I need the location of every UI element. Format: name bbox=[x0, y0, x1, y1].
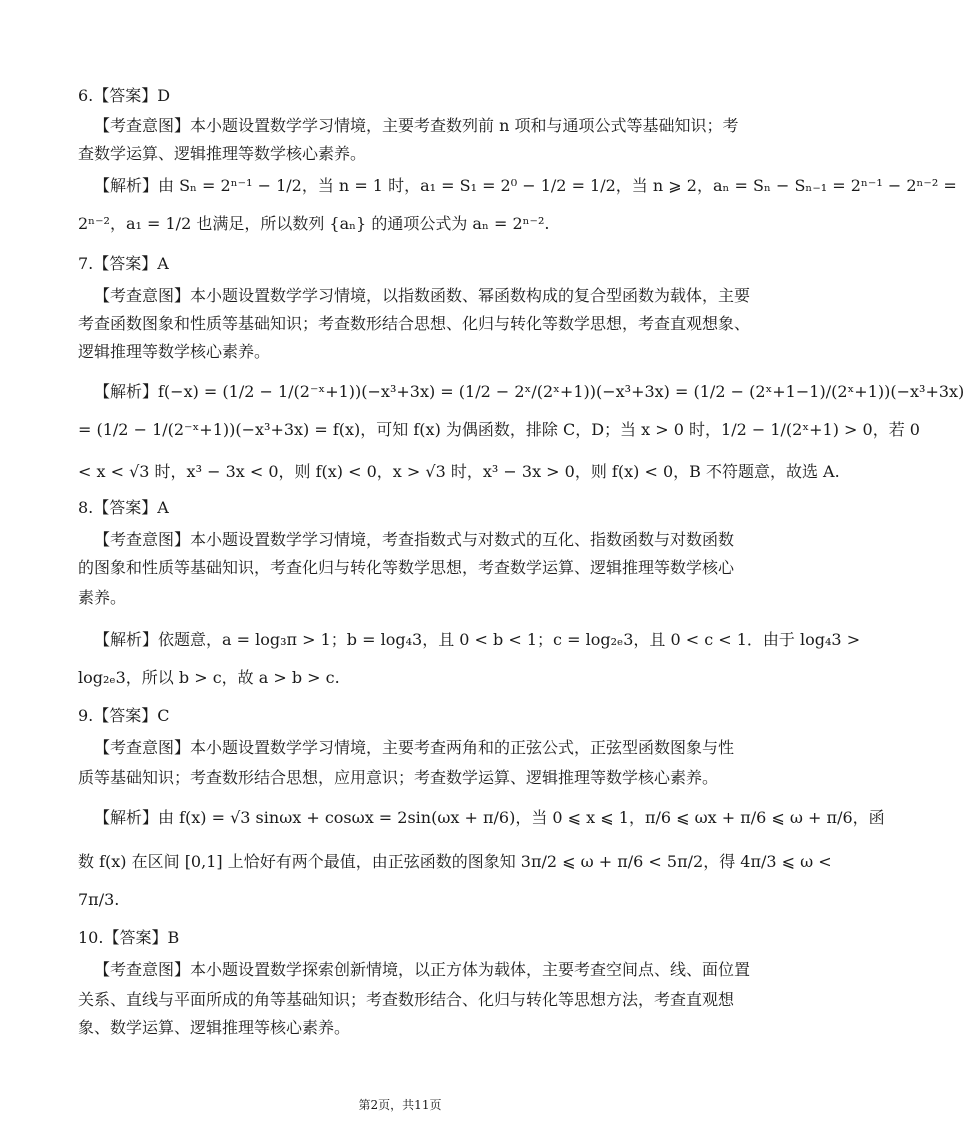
q8-solution-line1: 【解析】依题意，a = log₃π > 1；b = log₄3，且 0 < b < 1；c = log₂ₑ3，且 0 < c < 1．由于 log₄3 > bbox=[94, 630, 861, 649]
q7-intent-line2: 考查函数图象和性质等基础知识；考查数形结合思想、化归与转化等数学思想，考查直观想象、 bbox=[78, 314, 751, 333]
q8-answer: 8.【答案】A bbox=[78, 498, 169, 517]
q10-intent-line3: 象、数学运算、逻辑推理等核心素养。 bbox=[78, 1018, 351, 1037]
q9-intent-line1: 【考查意图】本小题设置数学学习情境，主要考查两角和的正弦公式，正弦型函数图象与性 bbox=[94, 738, 735, 757]
q9-solution-line2: 数 f(x) 在区间 [0,1] 上恰好有两个最值，由正弦函数的图象知 3π/2 ⩽ ω + π/6 < 5π/2，得 4π/3 ⩽ ω < bbox=[78, 852, 832, 871]
q6-solution-line1: 【解析】由 Sₙ = 2ⁿ⁻¹ − 1/2，当 n = 1 时，a₁ = S₁ = 2⁰ − 1/2 = 1/2，当 n ⩾ 2，aₙ = Sₙ − Sₙ₋₁ = 2ⁿ⁻¹ − 2ⁿ⁻² = bbox=[94, 176, 957, 195]
q7-solution-line2: = (1/2 − 1/(2⁻ˣ+1))(−x³+3x) = f(x)，可知 f(x) 为偶函数，排除 C，D；当 x > 0 时，1/2 − 1/(2ˣ+1) > 0，若 0 bbox=[78, 420, 920, 439]
q8-intent-line3: 素养。 bbox=[78, 588, 127, 607]
q9-solution-line3: 7π/3. bbox=[78, 890, 120, 909]
q7-intent-line1: 【考查意图】本小题设置数学学习情境，以指数函数、幂函数构成的复合型函数为载体，主要 bbox=[94, 286, 751, 305]
q7-intent-line3: 逻辑推理等数学核心素养。 bbox=[78, 342, 271, 361]
q6-intent-line2: 查数学运算、逻辑推理等数学核心素养。 bbox=[78, 144, 367, 163]
q10-answer: 10.【答案】B bbox=[78, 928, 180, 947]
q7-solution-line1: 【解析】f(−x) = (1/2 − 1/(2⁻ˣ+1))(−x³+3x) = (1/2 − 2ˣ/(2ˣ+1))(−x³+3x) = (1/2 − (2ˣ+1−1)/(2ˣ+1))(−x³+3x) bbox=[94, 382, 964, 401]
q10-intent-line1: 【考查意图】本小题设置数学探索创新情境，以正方体为载体，主要考查空间点、线、面位置 bbox=[94, 960, 751, 979]
q8-intent-line2: 的图象和性质等基础知识，考查化归与转化等数学思想，考查数学运算、逻辑推理等数学核心 bbox=[78, 558, 735, 577]
q6-solution-line2: 2ⁿ⁻²，a₁ = 1/2 也满足，所以数列 {aₙ} 的通项公式为 aₙ = 2ⁿ⁻². bbox=[78, 214, 550, 233]
q8-solution-line2: log₂ₑ3，所以 b > c，故 a > b > c. bbox=[78, 668, 340, 687]
q8-intent-line1: 【考查意图】本小题设置数学学习情境，考查指数式与对数式的互化、指数函数与对数函数 bbox=[94, 530, 735, 549]
q10-intent-line2: 关系、直线与平面所成的角等基础知识；考查数形结合、化归与转化等思想方法，考查直观想 bbox=[78, 990, 735, 1009]
page-footer: 第2页，共11页 bbox=[358, 1098, 442, 1112]
q9-answer: 9.【答案】C bbox=[78, 706, 170, 725]
q6-intent-line1: 【考查意图】本小题设置数学学习情境，主要考查数列前 n 项和与通项公式等基础知识；考 bbox=[94, 116, 739, 135]
q9-solution-line1: 【解析】由 f(x) = √3 sinωx + cosωx = 2sin(ωx + π/6)，当 0 ⩽ x ⩽ 1，π/6 ⩽ ωx + π/6 ⩽ ω + π/6，函 bbox=[94, 808, 885, 827]
q7-answer: 7.【答案】A bbox=[78, 254, 169, 273]
q9-intent-line2: 质等基础知识；考查数形结合思想，应用意识；考查数学运算、逻辑推理等数学核心素养。 bbox=[78, 768, 719, 787]
q7-solution-line3: < x < √3 时，x³ − 3x < 0，则 f(x) < 0，x > √3 时，x³ − 3x > 0，则 f(x) < 0，B 不符题意，故选 A. bbox=[78, 462, 840, 481]
q6-answer: 6.【答案】D bbox=[78, 86, 171, 105]
